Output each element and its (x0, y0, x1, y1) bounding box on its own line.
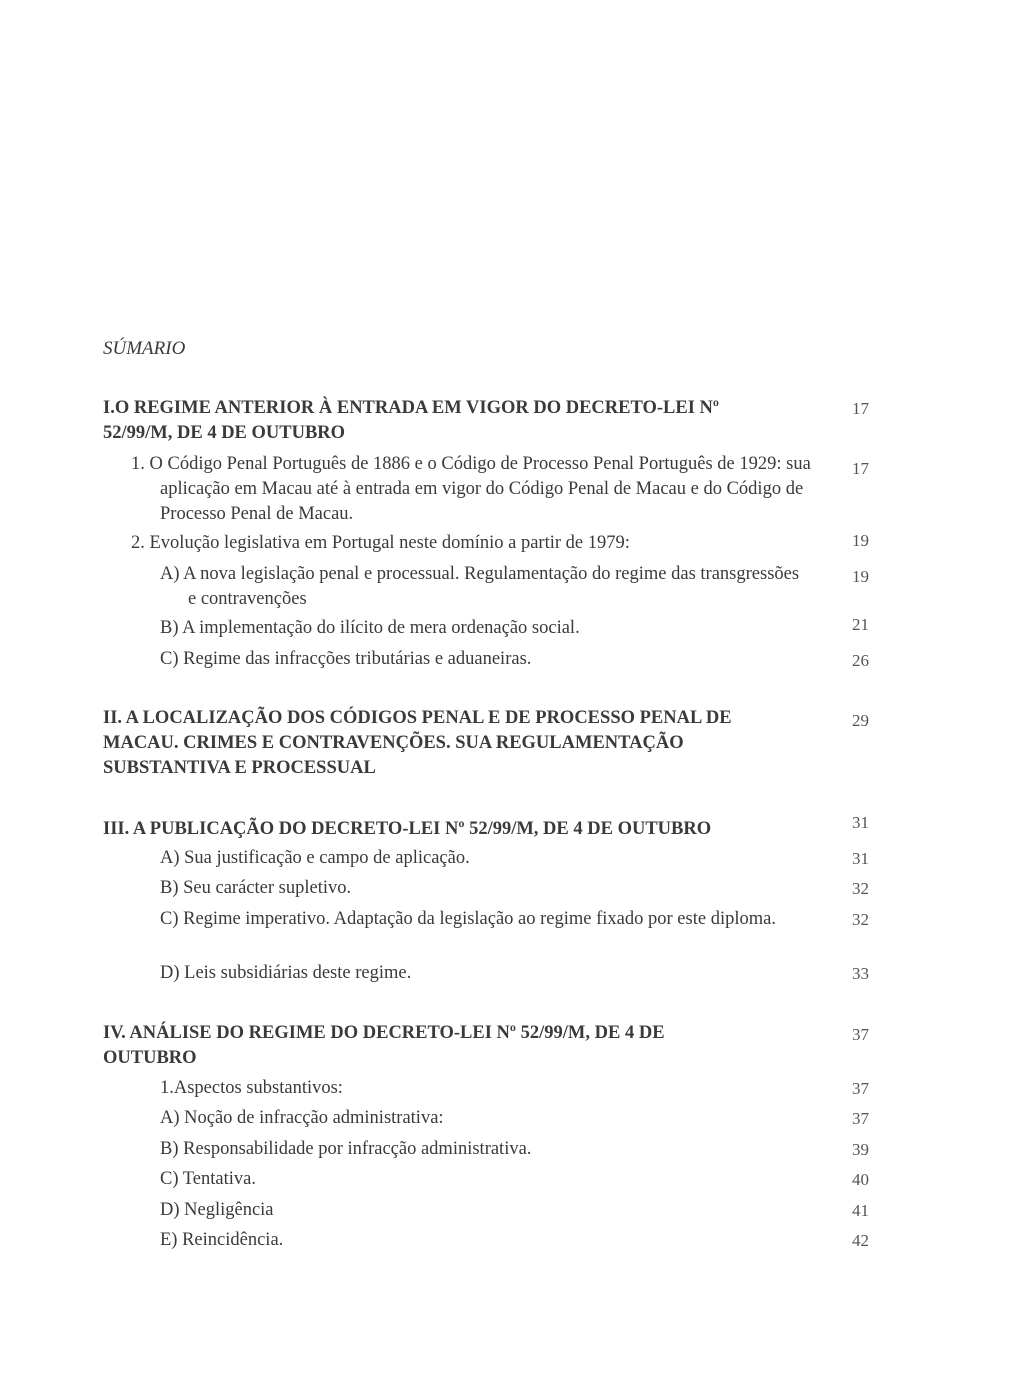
page-number: 37 (852, 1025, 869, 1044)
page-number: 31 (852, 849, 869, 868)
page-number: 32 (852, 910, 869, 929)
toc-entry: 1. O Código Penal Português de 1886 e o Código de Processo Penal Português de 1929: sua aplicação em Macau até à entrada em vigor do Código Penal de Macau e do Código de Processo Penal de Macau. (131, 454, 811, 524)
toc-subentry: C) Regime das infracções tributárias e aduaneiras. (160, 649, 532, 669)
page-number: 19 (852, 567, 869, 586)
page-number: 40 (852, 1170, 869, 1189)
section-heading-1: I.O REGIME ANTERIOR À ENTRADA EM VIGOR DO DECRETO-LEI Nº 52/99/M, DE 4 DE OUTUBRO (103, 398, 720, 443)
toc-subentry: C) Regime imperativo. Adaptação da legislação ao regime fixado por este diploma. (160, 909, 776, 929)
toc-entry: 2. Evolução legislativa em Portugal neste domínio a partir de 1979: (131, 533, 630, 553)
page-title: SÚMARIO (103, 338, 186, 359)
page-number: 17 (852, 399, 869, 418)
page-number: 31 (852, 813, 869, 832)
toc-subentry: D) Leis subsidiárias deste regime. (160, 963, 412, 983)
section-heading-3: III. A PUBLICAÇÃO DO DECRETO-LEI Nº 52/99/M, DE 4 DE OUTUBRO (103, 819, 712, 839)
page-number: 37 (852, 1079, 869, 1098)
toc-subentry: B) Seu carácter supletivo. (160, 878, 352, 898)
toc-subentry: 1.Aspectos substantivos: (160, 1078, 343, 1098)
toc-subentry: A) Noção de infracção administrativa: (160, 1108, 444, 1128)
page-number: 19 (852, 531, 869, 550)
page-number: 17 (852, 459, 869, 478)
toc-subentry: A) A nova legislação penal e processual. Regulamentação do regime das transgressões e contravenções (160, 564, 800, 609)
page-number: 39 (852, 1140, 869, 1159)
toc-subentry: D) Negligência (160, 1200, 274, 1220)
page-number: 21 (852, 615, 869, 634)
page-number: 33 (852, 964, 869, 983)
page-number: 41 (852, 1201, 869, 1220)
toc-subentry: B) Responsabilidade por infracção administrativa. (160, 1139, 532, 1159)
toc-subentry: C) Tentativa. (160, 1169, 256, 1189)
toc-subentry: E) Reincidência. (160, 1230, 284, 1250)
page-number: 42 (852, 1231, 869, 1250)
section-heading-2: II. A LOCALIZAÇÃO DOS CÓDIGOS PENAL E DE PROCESSO PENAL DE MACAU. CRIMES E CONTRAVENÇÕES. SUA REGULAMENTAÇÃO SUBSTANTIVA E PROCESSUAL (103, 708, 732, 778)
page-number: 37 (852, 1109, 869, 1128)
page-number: 29 (852, 711, 869, 730)
toc-subentry: A) Sua justificação e campo de aplicação. (160, 848, 470, 868)
page-number: 32 (852, 879, 869, 898)
page-number: 26 (852, 651, 869, 670)
section-heading-4: IV. ANÁLISE DO REGIME DO DECRETO-LEI Nº 52/99/M, DE 4 DE OUTUBRO (103, 1023, 665, 1068)
toc-subentry: B) A implementação do ilícito de mera ordenação social. (160, 618, 580, 638)
